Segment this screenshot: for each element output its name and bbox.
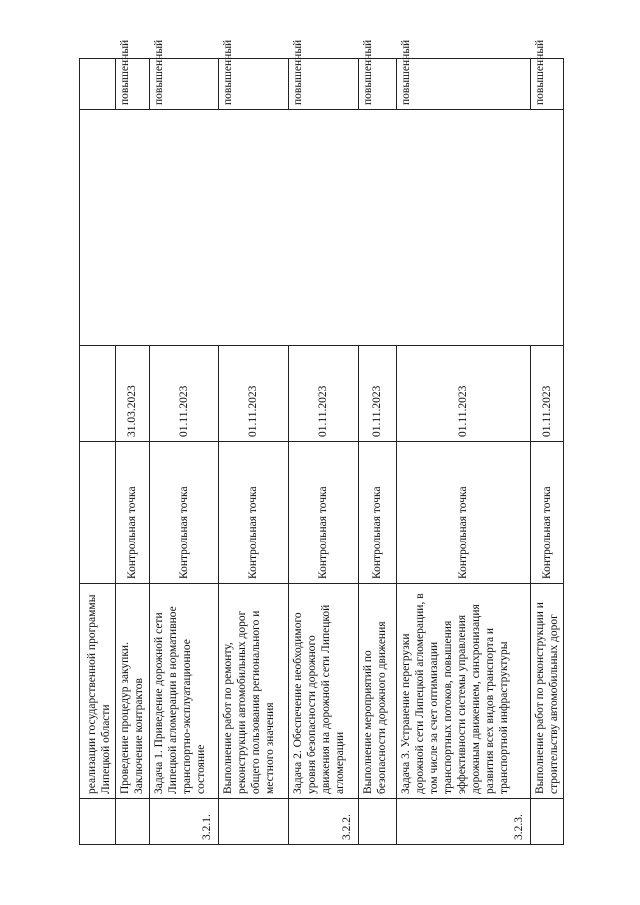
row-number — [116, 799, 150, 845]
row-date: 31.03.2023 — [116, 346, 150, 442]
row-date: 01.11.2023 — [289, 346, 359, 442]
rotated-table-container — [79, 39, 561, 845]
row-date: 01.11.2023 — [531, 346, 564, 442]
row-description — [80, 110, 564, 346]
row-number — [80, 799, 116, 845]
row-level: повышенный — [150, 59, 219, 110]
row-number: 3.2.2. — [289, 799, 359, 845]
row-title: Задача 1. Приведение дорожной сети Липецкой агломерации в нормативное транспортно-эксплуатационное состояние — [150, 584, 219, 799]
row-type: Контрольная точка — [150, 442, 219, 584]
row-type: Контрольная точка — [219, 442, 289, 584]
row-level: повышенный — [359, 59, 397, 110]
row-title: Задача 2. Обеспечение необходимого уровня безопасности дорожного движения на дорожной сети Липецкой агломерации — [289, 584, 359, 799]
row-type: Контрольная точка — [359, 442, 397, 584]
row-title: Проведение процедур закупки. Заключение контрактов — [116, 584, 150, 799]
row-date: 01.11.2023 — [359, 346, 397, 442]
row-number: 3.2.3. — [397, 799, 531, 845]
row-number — [531, 799, 564, 845]
row-title: Выполнение мероприятий по безопасности дорожного движения — [359, 584, 397, 799]
row-type: Контрольная точка — [289, 442, 359, 584]
row-level: повышенный — [289, 59, 359, 110]
row-title: реализации государственной программы Липецкой области — [80, 584, 116, 799]
row-type: Контрольная точка — [531, 442, 564, 584]
row-title: Выполнение работ по ремонту, реконструкции автомобильных дорог общего пользования регионального и местного значения — [219, 584, 289, 799]
row-number: 3.2.1. — [150, 799, 219, 845]
row-level: повышенный — [531, 59, 564, 110]
control-points-table — [79, 39, 564, 845]
row-level: повышенный — [397, 59, 531, 110]
row-date: 01.11.2023 — [397, 346, 531, 442]
row-number — [219, 799, 289, 845]
row-type: Контрольная точка — [397, 442, 531, 584]
row-title: Выполнение работ по реконструкции и строительству автомобильных дорог — [531, 584, 564, 799]
row-type: Контрольная точка — [116, 442, 150, 584]
row-date: 01.11.2023 — [150, 346, 219, 442]
row-level: повышенный — [219, 59, 289, 110]
row-number — [359, 799, 397, 845]
table-row — [80, 59, 116, 845]
row-type — [80, 442, 116, 584]
row-level: повышенный — [116, 59, 150, 110]
row-date: 01.11.2023 — [219, 346, 289, 442]
row-date — [80, 346, 116, 442]
row-level — [80, 59, 116, 110]
row-title: Задача 3. Устранение перегрузки дорожной сети Липецкой агломерации, в том числе за счет оптимизации транспортных потоков, повышения эффективности системы управления дорожным движением, синхронизация развития всех видов транспорта и транспортной инфраструктуры — [397, 584, 531, 799]
